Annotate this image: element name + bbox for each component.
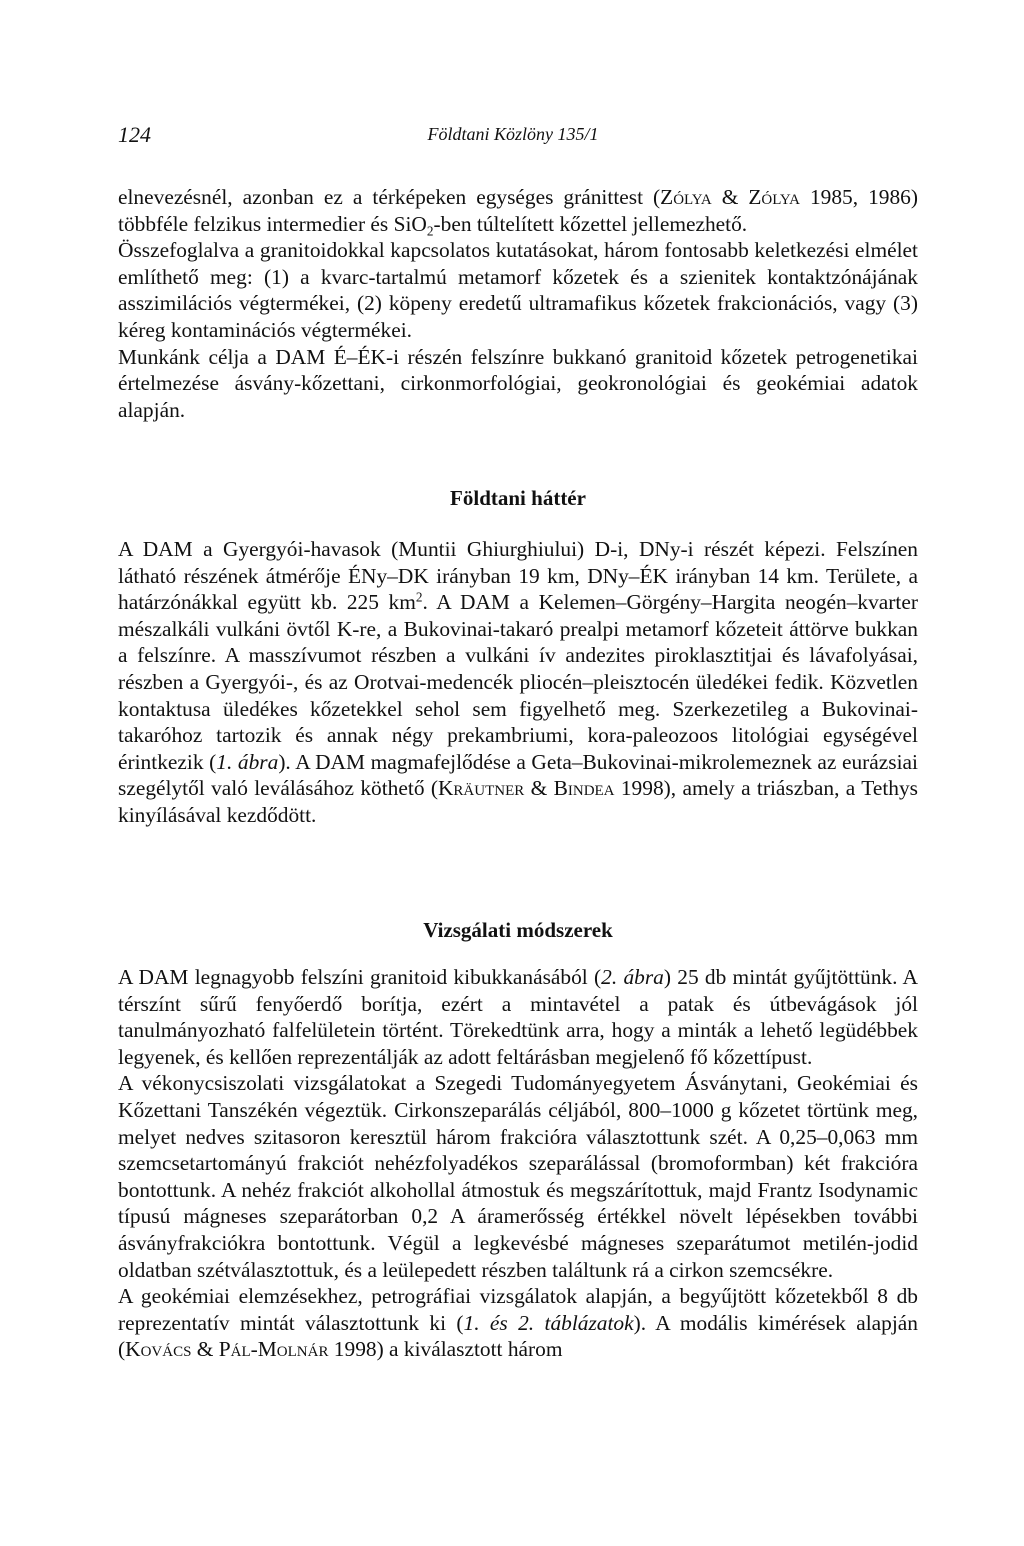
geology-paragraph: A DAM a Gyergyói-havasok (Muntii Ghiurghiului) D-i, DNy-i részét képezi. Felszínen látható részének átmérője ÉNy–DK irányban 19 km, DNy–ÉK irányban 14 km. Területe, a határzónákkal együtt kb. 225 $km^2$. A DAM a Kelemen–Görgény–Hargita neogén–kvarter mészalkáli vulkáni övtől K-re, a Bukovinai-takaró prealpi metamorf kőzeteit áttörve bukkan a felszínre. A masszívumot részben a vulkáni ív andezites piroklasztitjai és lávafolyásai, részben a Gyergyói-, és az Orotvai-medencék pliocén–pleisztocén üledékei fedik. Közvetlen kontaktusa üledékes kőzetekkel sehol sem figyelhető meg. Szerkezetileg a Bukovinai-takaróhoz tartozik és annak négy prekambriumi, kora-paleozoos litológiai egységével érintkezik (1. ábra). A DAM magmafejlődése a Geta–Bukovinai-mikrolemeznek az eurázsiai szegélytől való leválásához köthető (Kräutner & Bindea 1998), amely a triászban, a Tethys kinyílásával kezdődött. xyxy=(118,537,918,827)
running-header xyxy=(118,122,908,152)
section-title-methods: Vizsgálati módszerek xyxy=(423,918,613,942)
section-methods-text xyxy=(118,964,918,1363)
citation: Kovács & Pál-Molnár xyxy=(125,1337,329,1362)
section-geology-text xyxy=(118,536,918,829)
methods-paragraph-1: A DAM legnagyobb felszíni granitoid kibukkanásából (2. ábra) 25 db mintát gyűjtöttünk. A térszínt sűrű fenyőerdő borítja, ezért a mintavétel a patak és útbevágások jól tanulmányozható falfelületein történt. Törekedtünk arra, hogy a minták a lehető legüdébbek legyenek, és kellően reprezentálják az adott feltárásban megjelenő fő kőzettípust. xyxy=(118,965,918,1069)
table-ref: 1. és 2. táblázatok xyxy=(463,1310,634,1335)
methods-paragraph-2: A vékonycsiszolati vizsgálatokat a Szegedi Tudományegyetem Ásványtani, Geokémiai és Kőzettani Tanszékén végeztük. Cirkonszeparálás céljából, 800–1000 g kőzetet törtünk meg, melyet nedves szitasoron keresztül három frakcióra választottunk szét. A 0,25–0,063 mm szemcsetartományú frakciót nehézfolyadékos szeparálással (bromoformban) két frakcióra bontottunk. A nehéz frakciót alkohollal átmostuk és megszárítottuk, majd Frantz Isodynamic típusú mágneses szeparátorban 0,2 A áramerősség értékkel növelt lépésekben további ásványfrakciókra bontottunk. Végül a legkevésbé mágneses szeparátumot metilén-jodid oldatban szétválasztottuk, és a leülepedett részben találtunk rá a cirkon szemcsékre. xyxy=(118,1071,918,1282)
figure-ref: 2. ábra xyxy=(601,965,664,989)
page-number: 124 xyxy=(118,122,151,147)
citation: Kräutner & Bindea xyxy=(437,776,615,801)
figure-ref: 1. ábra xyxy=(216,749,279,774)
citation: Zólya & Zólya xyxy=(660,185,800,209)
intro-paragraph-2: Összefoglalva a granitoidokkal kapcsolatos kutatásokat, három fontosabb keletkezési elmélet említhető meg: (1) a kvarc-tartalmú metamorf kőzetek és a szienitek kontaktzónájának asszimilációs végtermékei, (2) köpeny eredetű ultramafikus kőzetek frakcionációs, vagy (3) kéreg kontaminációs végtermékei. xyxy=(118,238,918,342)
journal-title: Földtani Közlöny 135/1 xyxy=(427,124,599,144)
methods-paragraph-3: A geokémiai elemzésekhez, petrográfiai vizsgálatok alapján, a begyűjtött kőzetekből 8 db reprezentatív mintát választottunk ki (1. és 2. táblázatok). A modális kimérések alapján (Kovács & Pál-Molnár 1998) a kiválasztott három xyxy=(118,1284,918,1362)
intro-text xyxy=(118,184,918,423)
intro-paragraph-1: elnevezésnél, azonban ez a térképeken egységes gránittest (Zólya & Zólya 1985, 1986) többféle felzikus intermedier és SiO$_2$-ben túltelített kőzettel jellemezhető. xyxy=(118,185,918,239)
section-title-geology: Földtani háttér xyxy=(450,486,586,510)
intro-paragraph-3: Munkánk célja a DAM É–ÉK-i részén felszínre bukkanó granitoid kőzetek petrogenetikai értelmezése ásvány-kőzettani, cirkonmorfológiai, geokronológiai és geokémiai adatok alapján. xyxy=(118,344,918,422)
